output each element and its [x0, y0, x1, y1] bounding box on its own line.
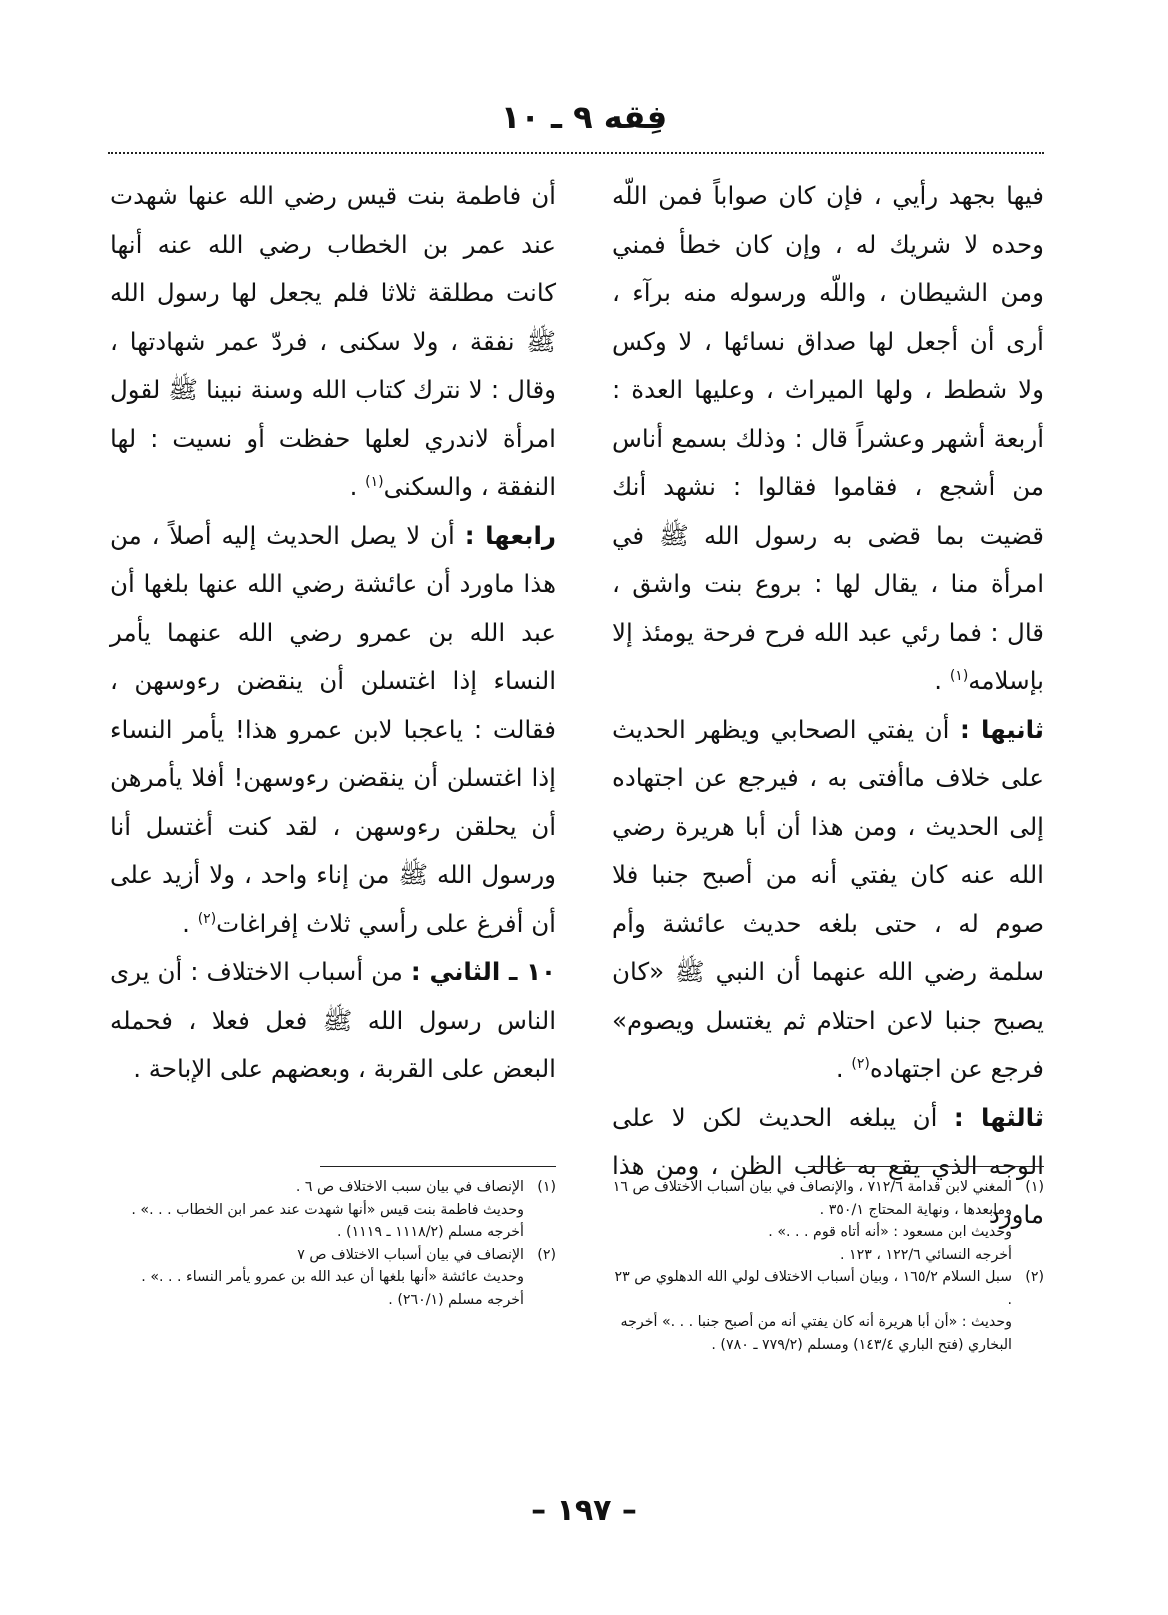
footnote — [110, 1289, 556, 1312]
paragraph-lead: رابعها : — [464, 520, 556, 550]
paragraph-text: أن يفتي الصحابي ويظهر الحديث على خلاف ماأفتى به ، فيرجع عن اجتهاده إلى الحديث ، ومن هذا أن أبا هريرة رضي الله عنه كان يفتي أنه من أصبح جنبا فلا صوم له ، حتى بلغه حديث عائشة وأم سلمة رضي الله عنهما أن النبي ﷺ «كان يصبح جنبا لاعن احتلام ثم يغتسل ويصوم» فرجع عن اجتهاده — [612, 714, 1044, 1083]
footnote-separator — [320, 1166, 556, 1167]
paragraph-lead: ١٠ ـ الثاني : — [410, 957, 556, 986]
footnotes-left — [110, 1176, 556, 1311]
paragraph-end: . — [182, 908, 198, 938]
footnote — [612, 1311, 1044, 1356]
footnote-text: وحديث فاطمة بنت قيس «أنها شهدت عند عمر ابن الخطاب . . .» . — [131, 1201, 524, 1218]
paragraph-lead: ثانيها : — [959, 714, 1044, 744]
left-column — [110, 172, 556, 1094]
paragraph-end: . — [349, 472, 366, 501]
running-header: فِقه ٩ ـ ١٠ — [500, 98, 668, 136]
header-dotted-rule — [108, 152, 1044, 154]
paragraph-text: أن يبلغه الحديث لكن لا على الوجه الذي يقع به غالب الظن ، ومن هذا ماورد — [612, 1102, 1044, 1229]
footnote-text: أخرجه مسلم (١١١٨/٢ ـ ١١١٩) . — [337, 1224, 524, 1240]
footnote-ref: (١) — [949, 667, 969, 684]
footnote — [110, 1199, 556, 1222]
right-column — [612, 172, 1044, 1239]
footnote-text: وحديث عائشة «أنها بلغها أن عبد الله بن عمرو يأمر النساء . . .» . — [141, 1269, 524, 1285]
paragraph — [110, 948, 556, 1094]
paragraph — [110, 172, 556, 512]
footnote-text: المغني لابن قدامة ٧١٢/٦ ، والإنصاف في بيان أسباب الاختلاف ص ١٦ ومابعدها ، ونهاية المحتاج ٣٥٠/١ . — [612, 1179, 1012, 1218]
paragraph — [612, 706, 1044, 1094]
paragraph-end: . — [835, 1054, 852, 1083]
paragraph — [110, 512, 556, 949]
footnote — [612, 1244, 1044, 1267]
footnote-ref: (٢) — [851, 1055, 870, 1072]
page-number: – ١٩٧ – — [531, 1493, 637, 1528]
footnote — [612, 1266, 1044, 1311]
footnotes-right — [612, 1176, 1044, 1356]
paragraph-text: أن لا يصل الحديث إليه أصلاً ، من هذا ماورد أن عائشة رضي الله عنها بلغها أن عبد الله بن عمرو رضي الله عنهما يأمر النساء إذا اغتسلن أن ينقضن رءوسهن ، فقالت : ياعجبا لابن عمرو هذا! يأمر النساء إذا اغتسلن أن ينقضن رءوسهن! أفلا يأمرهن أن يحلقن رءوسهن ، لقد كنت أغتسل أنا ورسول الله ﷺ من إناء واحد ، ولا أزيد على أن أفرغ على رأسي ثلاث إفراغات — [110, 520, 556, 938]
footnote — [110, 1221, 556, 1244]
footnote-text: سبل السلام ١٦٥/٢ ، وبيان أسباب الاختلاف لولي الله الدهلوي ص ٢٣ . — [614, 1269, 1012, 1308]
footnote-ref: (٢) — [197, 910, 217, 927]
paragraph — [612, 172, 1044, 706]
paragraph-text: فيها بجهد رأيي ، فإن كان صواباً فمن اللّه وحده لا شريك له ، وإن كان خطأ فمني ومن الشيطان ، واللّه ورسوله منه برآء ، أرى أن أجعل لها صداق نسائها ، لا وكس ولا شطط ، ولها الميراث ، وعليها العدة : أربعة أشهر وعشراً قال : وذلك بسمع أناس من أشجع ، فقاموا فقالوا : نشهد أنك قضيت بما قضى به رسول الله ﷺ في امرأة منا ، يقال لها : بروع بنت واشق ، قال : فما رئي عبد الله فرح فرحة يومئذ إلا بإسلامه — [612, 181, 1044, 695]
footnote-text: وحديث ابن مسعود : «أنه أتاه قوم . . .» . — [768, 1224, 1012, 1240]
paragraph-lead: ثالثها : — [953, 1102, 1044, 1132]
paragraph-text: أن فاطمة بنت قيس رضي الله عنها شهدت عند عمر بن الخطاب رضي الله عنه أنها كانت مطلقة ثلاثا فلم يجعل لها رسول الله ﷺ نفقة ، ولا سكنى ، فردّ عمر شهادتها ، وقال : لا نترك كتاب الله وسنة نبينا ﷺ لقول امرأة لاندري لعلها حفظت أو نسيت : لها النفقة ، والسكنى — [110, 181, 556, 501]
footnote — [612, 1221, 1044, 1244]
footnote-number: (٢) — [1025, 1269, 1044, 1285]
paragraph-end: . — [934, 666, 950, 695]
footnote-number: (١) — [1025, 1179, 1044, 1195]
footnote-text: الإنصاف في بيان أسباب الاختلاف ص ٧ — [297, 1246, 524, 1263]
footnote-ref: (١) — [365, 473, 384, 490]
footnote — [612, 1176, 1044, 1221]
footnote-text: أخرجه مسلم (٢٦٠/١) . — [388, 1291, 524, 1308]
footnote-number: (٢) — [537, 1246, 556, 1263]
footnote-text: وحديث : «أن أبا هريرة أنه كان يفتي أنه من أصبح جنبا . . .» أخرجه البخاري (فتح الباري ١٤٣/٤) ومسلم (٧٧٩/٢ ـ ٧٨٠) . — [620, 1314, 1012, 1353]
footnote — [110, 1176, 556, 1199]
footnote — [110, 1244, 556, 1267]
footnote-separator — [808, 1166, 1044, 1167]
footnote-text: أخرجه النسائي ١٢٢/٦ ، ١٢٣ . — [839, 1246, 1012, 1263]
paragraph-text: من أسباب الاختلاف : أن يرى الناس رسول الله ﷺ فعل فعلا ، فحمله البعض على القربة ، وبعضهم على الإباحة . — [110, 957, 556, 1083]
footnote-number: (١) — [537, 1179, 556, 1195]
footnote — [110, 1266, 556, 1289]
footnote-text: الإنصاف في بيان سبب الاختلاف ص ٦ . — [295, 1179, 524, 1195]
